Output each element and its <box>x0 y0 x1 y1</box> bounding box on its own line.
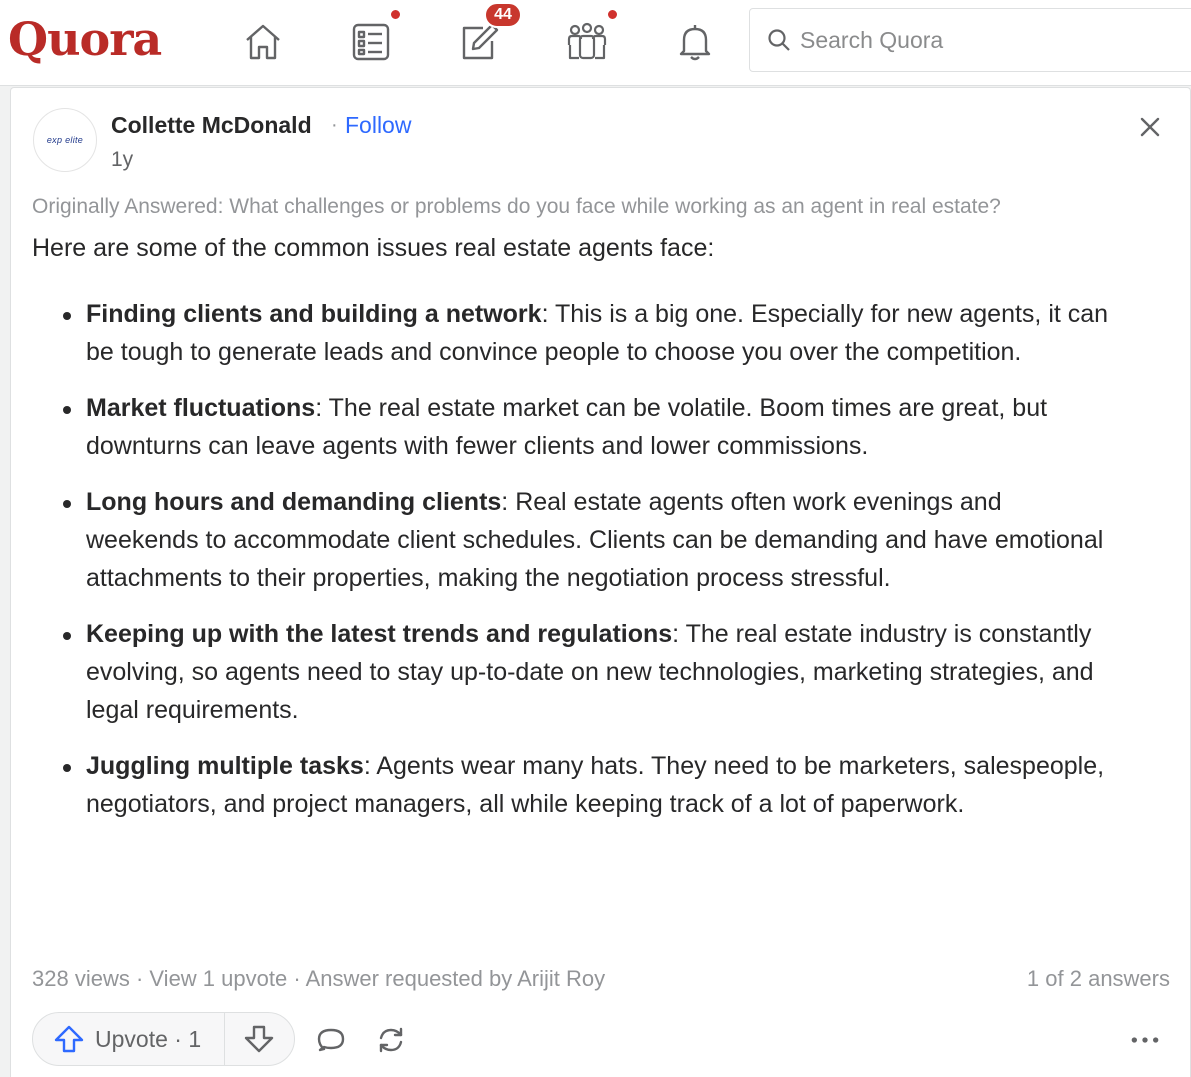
answer-stats <box>32 966 605 992</box>
search-bar[interactable] <box>749 8 1191 72</box>
bullet-text: : This is a big one. Especially for new agents, it can be tough to generate leads and convince people to choose you over the competition. <box>86 300 1109 366</box>
home-icon[interactable] <box>237 16 289 68</box>
author-avatar[interactable] <box>33 108 97 172</box>
upvote-arrow-icon <box>53 1023 85 1055</box>
upvote-label: Upvote · 1 <box>95 1025 202 1052</box>
bullet-title: Juggling multiple tasks <box>86 752 364 780</box>
originally-answered-question[interactable]: Originally Answered: What challenges or problems do you face while working as an agent in real estate? <box>32 195 1001 218</box>
list-item <box>86 483 1116 597</box>
spaces-people-icon[interactable] <box>561 16 613 68</box>
bullet-title: Long hours and demanding clients <box>86 488 502 516</box>
search-input[interactable] <box>800 27 1180 54</box>
downvote-button[interactable] <box>225 1013 294 1065</box>
following-feed-icon[interactable] <box>345 16 397 68</box>
answer-intro: Here are some of the common issues real estate agents face: <box>32 234 715 262</box>
quora-logo[interactable]: Quora <box>8 12 162 66</box>
vote-pill <box>32 1012 295 1066</box>
bullet-text: : The real estate market can be volatile. Boom times are great, but downturns can leave agents with fewer clients and lower commissions. <box>86 394 1048 460</box>
view-count: 328 views <box>32 966 130 991</box>
bullet-text: : Agents wear many hats. They need to be marketers, salespeople, negotiators, and project managers, all while keeping track of a lot of paperwork. <box>86 752 1105 818</box>
search-icon <box>766 27 792 53</box>
author-name[interactable]: Collette McDonald <box>111 112 312 138</box>
avatar-logo-text: exp elite <box>46 135 84 145</box>
answer-position[interactable]: 1 of 2 answers <box>1026 966 1170 991</box>
bullet-title: Keeping up with the latest trends and regulations <box>86 620 673 648</box>
spaces-unread-dot <box>606 8 619 21</box>
upvote-button[interactable] <box>33 1013 225 1065</box>
bullet-text: : Real estate agents often work evenings and weekends to accommodate client schedules. Clients can be demanding and have emotional attachments to their properties, making the negotiation process stressful. <box>86 488 1104 592</box>
separator-dot: · <box>331 114 338 136</box>
downvote-arrow-icon <box>243 1023 275 1055</box>
bullet-title: Market fluctuations <box>86 394 316 422</box>
list-item <box>86 747 1116 823</box>
bullet-title: Finding clients and building a network <box>86 300 542 328</box>
bell-icon[interactable] <box>669 16 721 68</box>
comment-icon[interactable] <box>313 1022 349 1058</box>
following-unread-dot <box>389 8 402 21</box>
answer-bullet-list <box>86 295 1116 841</box>
list-item <box>86 615 1116 729</box>
top-navigation-bar <box>0 0 1191 86</box>
view-upvotes-link[interactable]: View 1 upvote <box>149 966 288 991</box>
share-reshare-icon[interactable] <box>373 1022 409 1058</box>
more-options-icon[interactable] <box>1127 1024 1163 1056</box>
list-item <box>86 389 1116 465</box>
requested-by-link[interactable]: Answer requested by Arijit Roy <box>305 966 606 991</box>
bullet-text: : The real estate industry is constantly evolving, so agents need to stay up-to-date on new technologies, marketing strategies, and legal requirements. <box>86 620 1094 724</box>
list-item <box>86 295 1116 371</box>
answer-timestamp[interactable]: 1y <box>111 148 134 171</box>
stats-separator: · <box>129 966 150 991</box>
answer-card <box>10 87 1191 1077</box>
answer-notification-badge: 44 <box>484 2 522 28</box>
stats-separator: · <box>287 966 306 991</box>
follow-button[interactable]: Follow <box>345 112 412 138</box>
close-icon[interactable] <box>1135 112 1165 142</box>
